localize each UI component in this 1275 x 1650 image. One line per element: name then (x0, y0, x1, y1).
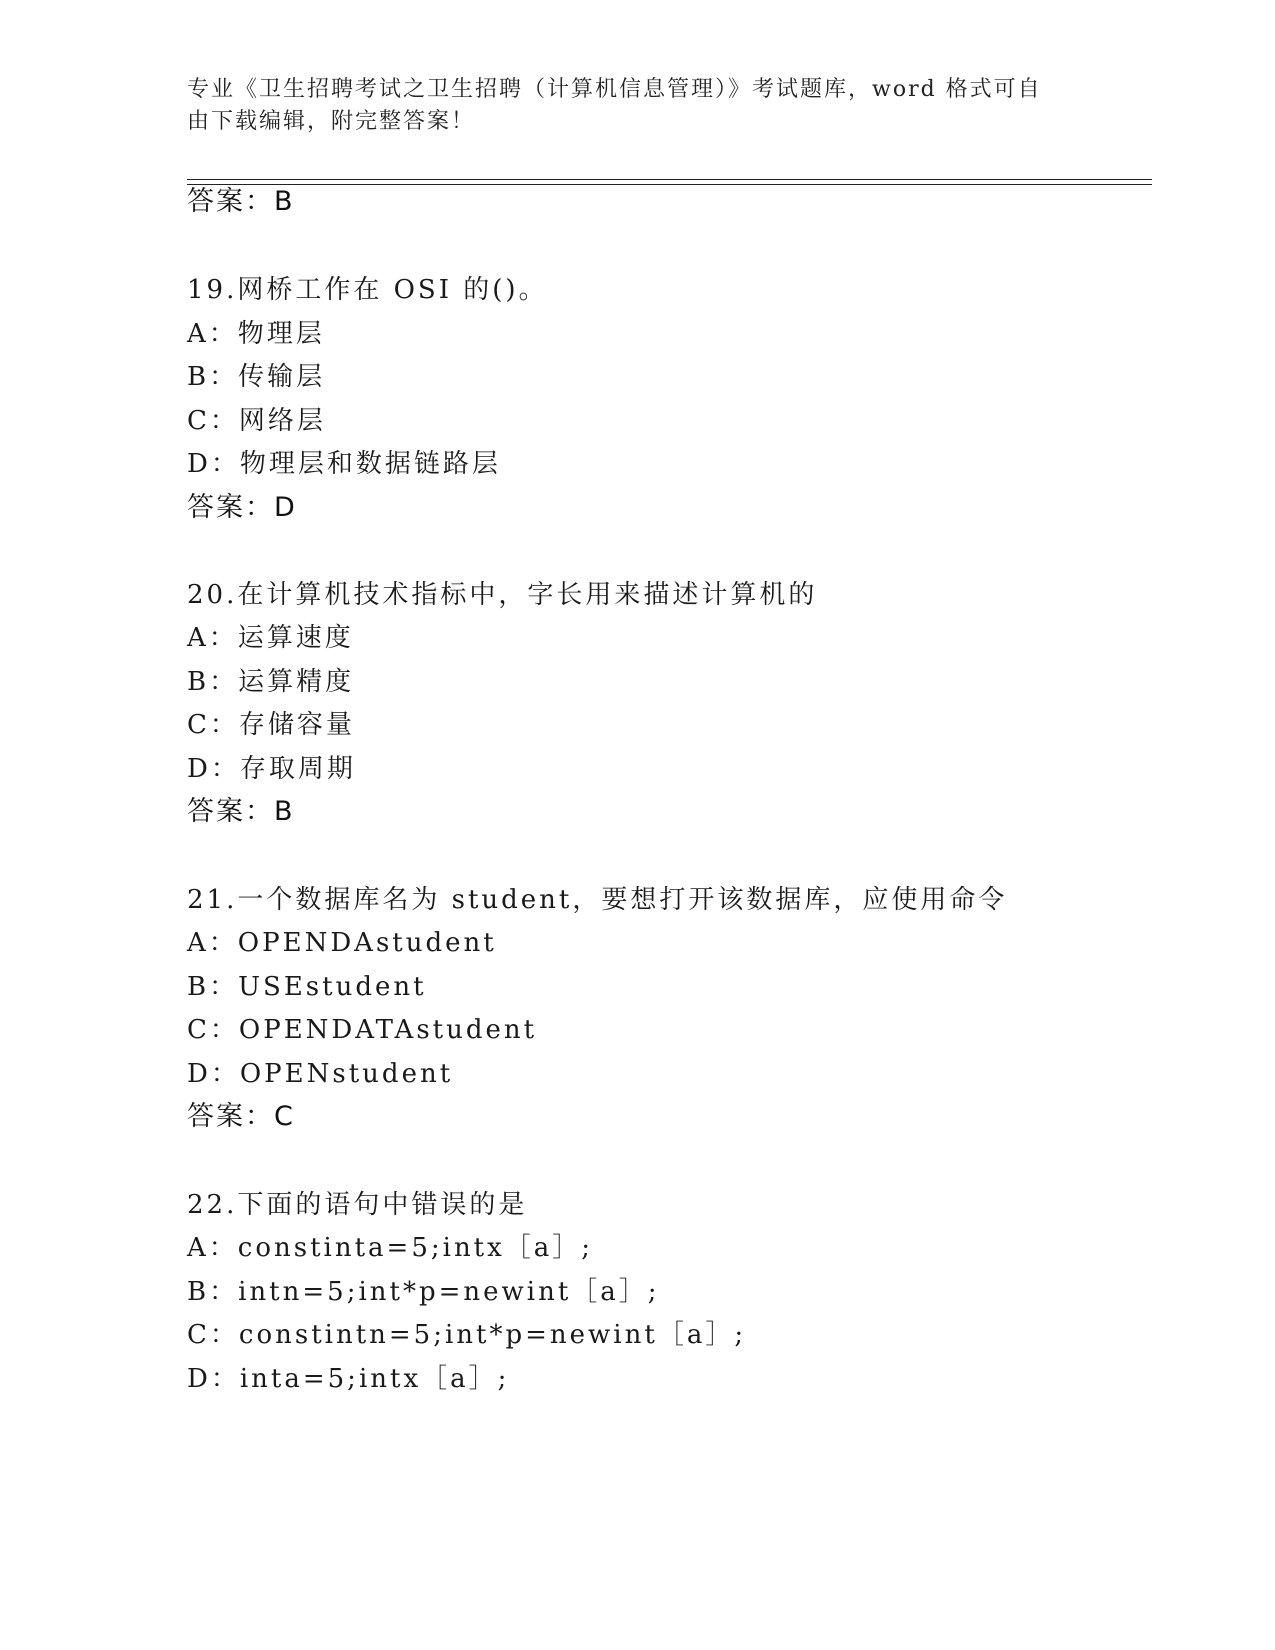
header-line-1: 专业《卫生招聘考试之卫生招聘（计算机信息管理）》考试题库，word 格式可自 (187, 77, 1042, 102)
header-divider-bottom (187, 184, 1152, 185)
q20-answer: 答案：B (187, 796, 295, 827)
question-20: 20.在计算机技术指标中，字长用来描述计算机的 (187, 580, 818, 610)
q22-option-b: B：intn=5;int*p=newint［a］; (187, 1277, 660, 1307)
q21-option-d: D：OPENstudent (187, 1059, 454, 1089)
q20-option-d: D：存取周期 (187, 754, 356, 784)
question-21: 21.一个数据库名为 student，要想打开该数据库，应使用命令 (187, 885, 1008, 915)
q19-option-a: A：物理层 (187, 319, 325, 349)
q22-option-c: C：constintn=5;int*p=newint［a］; (187, 1320, 747, 1350)
header-divider-top (187, 179, 1152, 180)
q21-option-b: B：USEstudent (187, 972, 427, 1002)
q19-option-c: C：网络层 (187, 406, 326, 436)
question-19: 19.网桥工作在 OSI 的()。 (187, 275, 548, 305)
q21-answer: 答案：C (187, 1101, 295, 1132)
header-line-2: 由下载编辑，附完整答案！ (187, 109, 476, 134)
q19-option-d: D：物理层和数据链路层 (187, 449, 501, 479)
q20-option-c: C：存储容量 (187, 710, 355, 740)
q22-option-d: D：inta=5;intx［a］; (187, 1364, 510, 1394)
q21-option-a: A：OPENDAstudent (187, 928, 497, 958)
q20-option-a: A：运算速度 (187, 623, 354, 653)
document-header (187, 74, 1087, 138)
q22-option-a: A：constinta=5;intx［a］; (187, 1233, 594, 1263)
answer-previous: 答案：B (187, 186, 295, 217)
q19-option-b: B：传输层 (187, 362, 326, 392)
question-22: 22.下面的语句中错误的是 (187, 1190, 528, 1220)
q19-answer: 答案：D (187, 492, 297, 523)
q21-option-c: C：OPENDATAstudent (187, 1015, 538, 1045)
q20-option-b: B：运算精度 (187, 667, 355, 697)
